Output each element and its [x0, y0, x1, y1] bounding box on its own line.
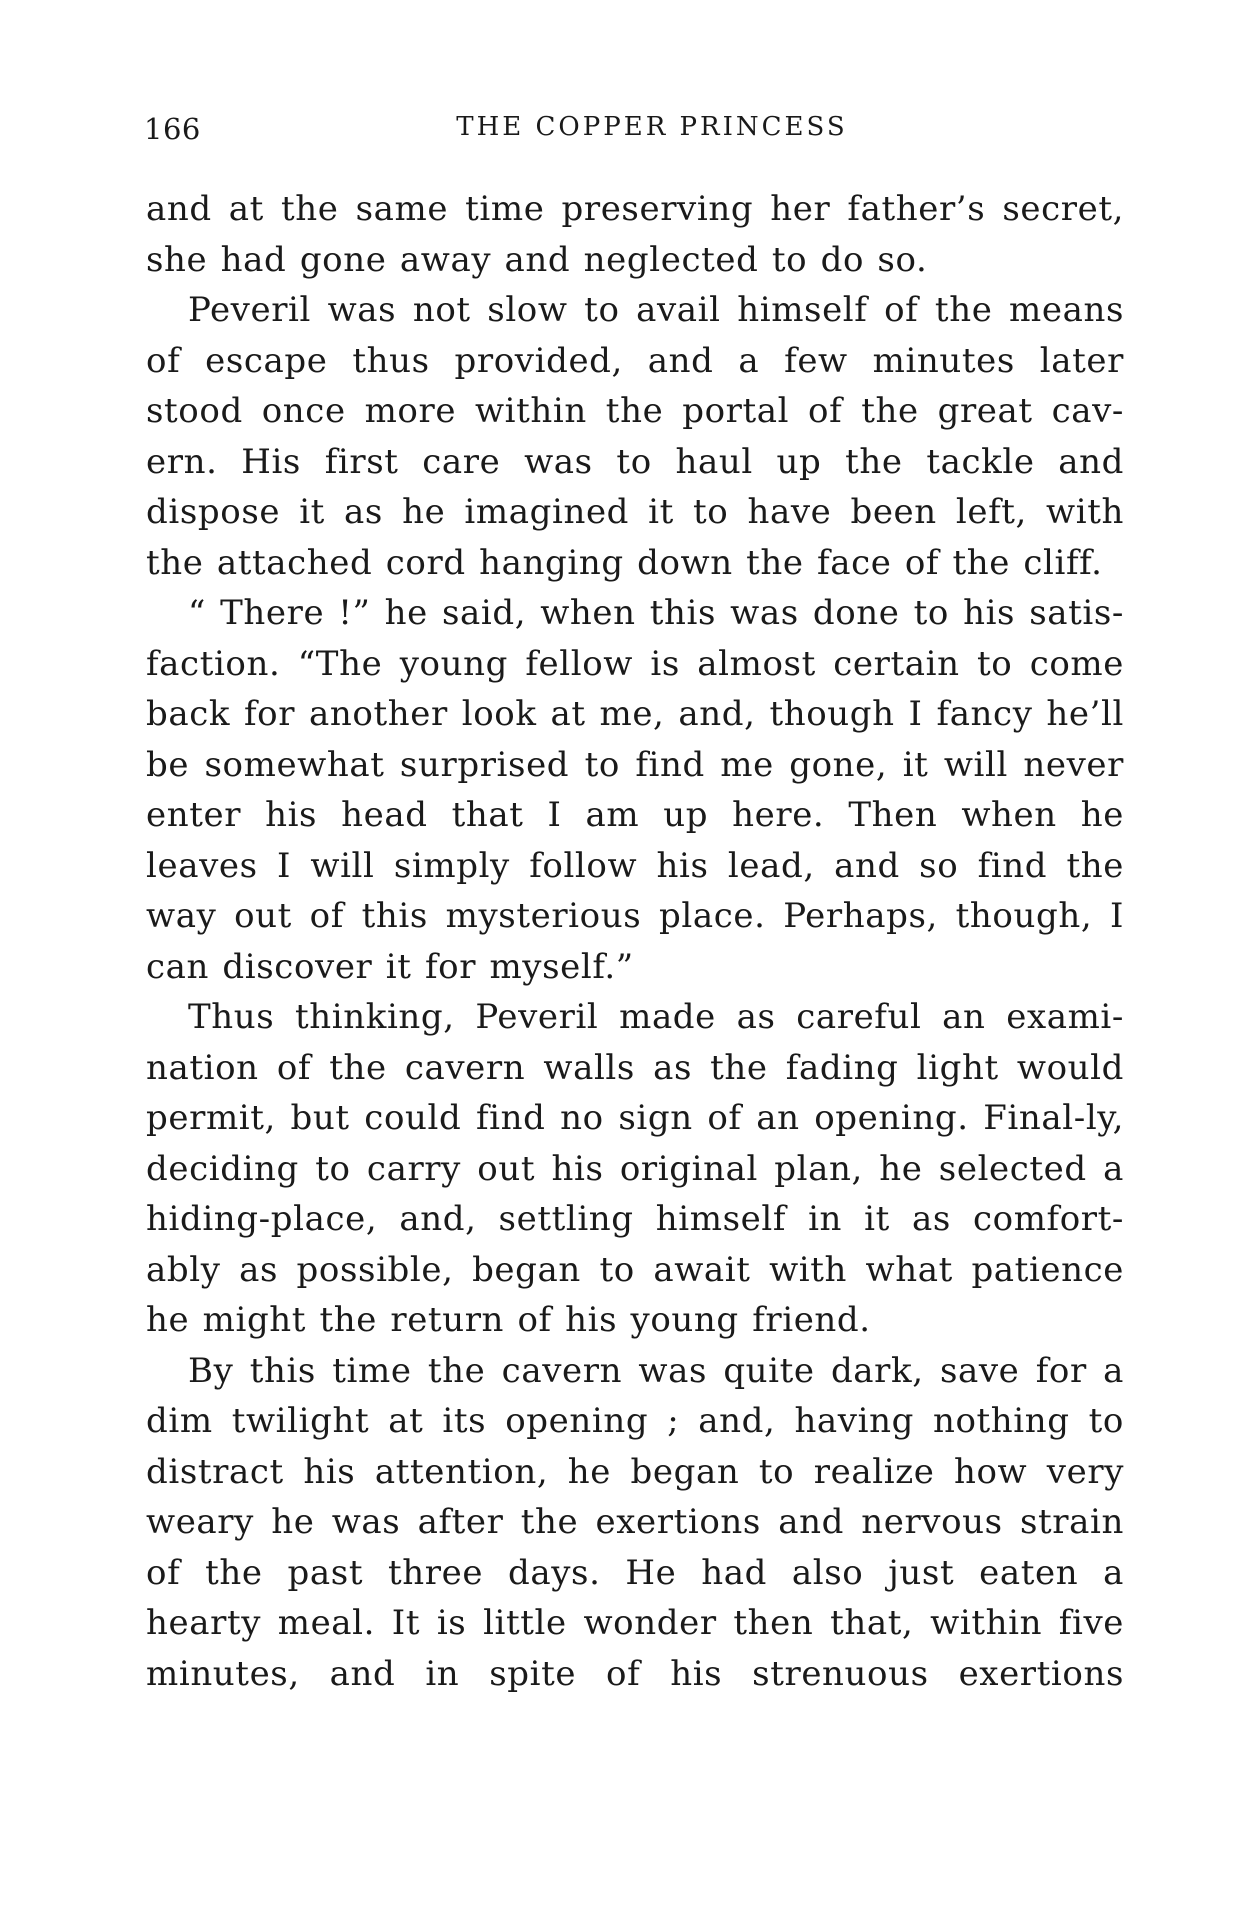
paragraph-continued: and at the same time preserving her father’s secret, she had gone away and neglected to do so. — [146, 189, 1124, 280]
body-text — [146, 184, 1124, 1699]
page-header — [144, 112, 1124, 152]
paragraph: By this time the cavern was quite dark, save for a dim twilight at its opening ; and, having nothing to distract his attention, he began to realize how very weary he was after the exertions and nervous strain of the past three days. He had also just eaten a hearty meal. It is little wonder then that, within five minutes, and in spite of his strenuous exertions — [146, 1350, 1124, 1694]
paragraph: Peveril was not slow to avail himself of the means of escape thus provided, and a few minutes later stood once more within the portal of the great cav-ern. His first care was to haul up the tackle and dispose it as he imagined it to have been left, with the attached cord hanging down the face of the cliff. — [146, 290, 1124, 583]
paragraph: “ There !” he said, when this was done to his satis-faction. “The young fellow is almost certain to come back for another look at me, and, though I fancy he’ll be somewhat surprised to find me gone, it will never enter his head that I am up here. Then when he leaves I will simply follow his lead, and so find the way out of this mysterious place. Perhaps, though, I can discover it for myself.” — [146, 593, 1124, 987]
running-title: THE COPPER PRINCESS — [456, 112, 848, 142]
paragraph: Thus thinking, Peveril made as careful an exami-nation of the cavern walls as the fading light would permit, but could find no sign of an opening. Final-ly, deciding to carry out his original plan, he selected a hiding-place, and, settling himself in it as comfort-ably as possible, began to await with what patience he might the return of his young friend. — [146, 997, 1124, 1340]
page-number: 166 — [144, 112, 201, 146]
